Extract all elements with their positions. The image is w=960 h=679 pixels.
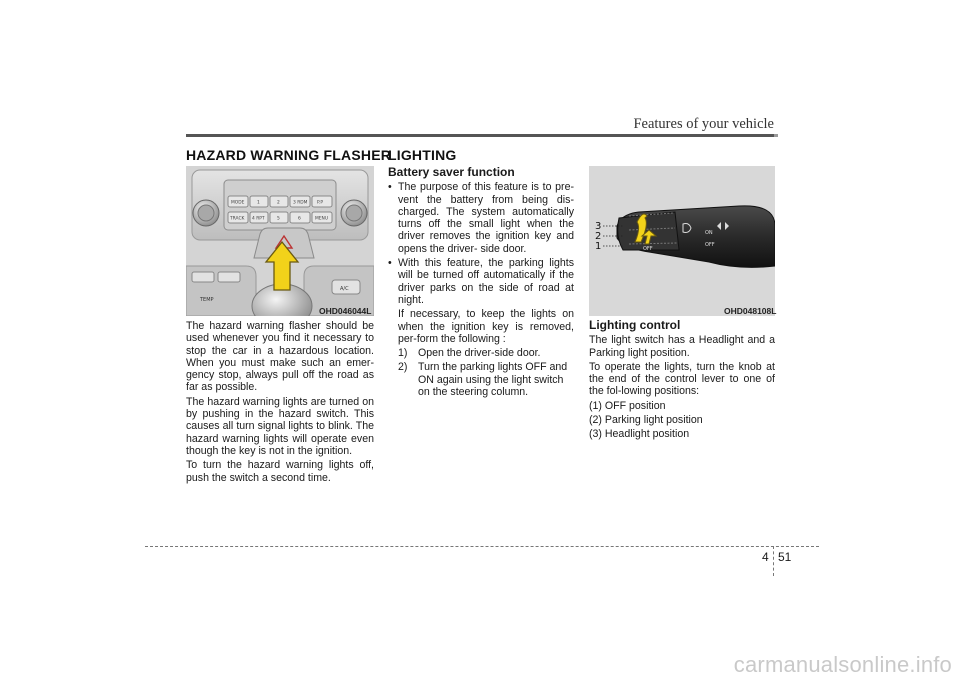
battery-saver-step-2 bbox=[388, 361, 574, 398]
hazard-figure-code: OHD046044L bbox=[319, 306, 372, 316]
radio-menu-label: MENU bbox=[315, 216, 329, 222]
hazard-text-column bbox=[186, 320, 374, 486]
chapter-number: 4 bbox=[762, 550, 769, 564]
footer-divider bbox=[773, 546, 774, 576]
header-title: Features of your vehicle bbox=[633, 116, 774, 132]
position-label-3: 3 bbox=[595, 221, 602, 232]
position-item-3: (3) Headlight position bbox=[589, 428, 690, 441]
lighting-control-column bbox=[589, 319, 775, 443]
header-rule-tip bbox=[774, 134, 778, 137]
temp-label: TEMP bbox=[200, 297, 214, 303]
radio-button-1-label: 1 bbox=[257, 200, 260, 206]
step-2-text: Turn the parking lights OFF and ON again using the light switch on the steering column. bbox=[418, 361, 568, 399]
header-rule bbox=[186, 134, 774, 137]
lever-off-label: OFF bbox=[705, 242, 715, 248]
battery-saver-title: Battery saver function bbox=[388, 165, 515, 179]
battery-saver-step-1 bbox=[388, 347, 574, 359]
radio-pp-label: P.P bbox=[317, 200, 324, 206]
battery-saver-bullet-2-continued: If necessary, to keep the lights on when the ignition key is removed, per-form the following : bbox=[398, 308, 574, 345]
battery-saver-column bbox=[388, 166, 574, 400]
lever-on-label: ON bbox=[705, 230, 713, 236]
position-item-2: (2) Parking light position bbox=[589, 414, 703, 427]
ac-button-label: A/C bbox=[340, 286, 349, 292]
step-1-text: Open the driver-side door. bbox=[418, 347, 541, 360]
radio-track-label: TRACK bbox=[230, 216, 245, 222]
radio-button-2-label: 2 bbox=[277, 200, 280, 206]
radio-button-4-label: 4 RPT bbox=[252, 216, 265, 222]
radio-button-3-label: 3 RDM bbox=[293, 200, 308, 206]
position-label-1: 1 bbox=[595, 241, 602, 252]
lighting-figure-code: OHD048108L bbox=[724, 306, 777, 316]
lighting-section-title: LIGHTING bbox=[388, 147, 457, 163]
step-1-number: 1) bbox=[398, 347, 408, 360]
lighting-control-title: Lighting control bbox=[589, 318, 681, 332]
battery-saver-bullet-2: • With this feature, the parking lights will be turned off automatically if the driver parks on the side of road at night. bbox=[388, 257, 574, 306]
step-2-number: 2) bbox=[398, 361, 408, 374]
hazard-section-title: HAZARD WARNING FLASHER bbox=[186, 147, 392, 163]
hazard-switch-illustration bbox=[186, 166, 374, 316]
hazard-switch-figure bbox=[186, 166, 374, 316]
radio-button-5-label: 5 bbox=[277, 216, 280, 222]
lighting-control-paragraph-2: To operate the lights, turn the knob at the end of the control lever to one of the fol-lowing positions: bbox=[589, 360, 775, 398]
watermark: carmanualsonline.info bbox=[733, 652, 952, 677]
footer-rule bbox=[145, 546, 819, 547]
light-switch-illustration bbox=[589, 166, 775, 316]
light-switch-figure bbox=[589, 166, 775, 316]
hazard-paragraph-1: The hazard warning flasher should be used whenever you find it necessary to stop the car in a hazardous location. When you must make such an emer-gency stop, always pull off the road as far as possible. bbox=[186, 320, 374, 394]
battery-saver-bullet-1: • The purpose of this feature is to pre-vent the battery from being dis-charged. The system automatically turns off the small light when the driver removes the ignition key and opens the driver- side door. bbox=[388, 181, 574, 255]
radio-button-6-label: 6 bbox=[298, 216, 301, 222]
lighting-control-paragraph-1: The light switch has a Headlight and a Parking light position. bbox=[589, 334, 775, 359]
hazard-paragraph-3: To turn the hazard warning lights off, push the switch a second time. bbox=[186, 459, 374, 484]
position-label-2: 2 bbox=[595, 231, 602, 242]
hazard-paragraph-2: The hazard warning lights are turned on by pushing in the hazard switch. This causes all turn signal lights to blink. The hazard warning lights will operate even though the key is not in the ignition. bbox=[186, 395, 374, 457]
radio-mode-label: MODE bbox=[231, 200, 245, 206]
page-number: 51 bbox=[778, 550, 792, 564]
position-item-1: (1) OFF position bbox=[589, 399, 666, 412]
knob-off-label: OFF bbox=[643, 246, 653, 252]
